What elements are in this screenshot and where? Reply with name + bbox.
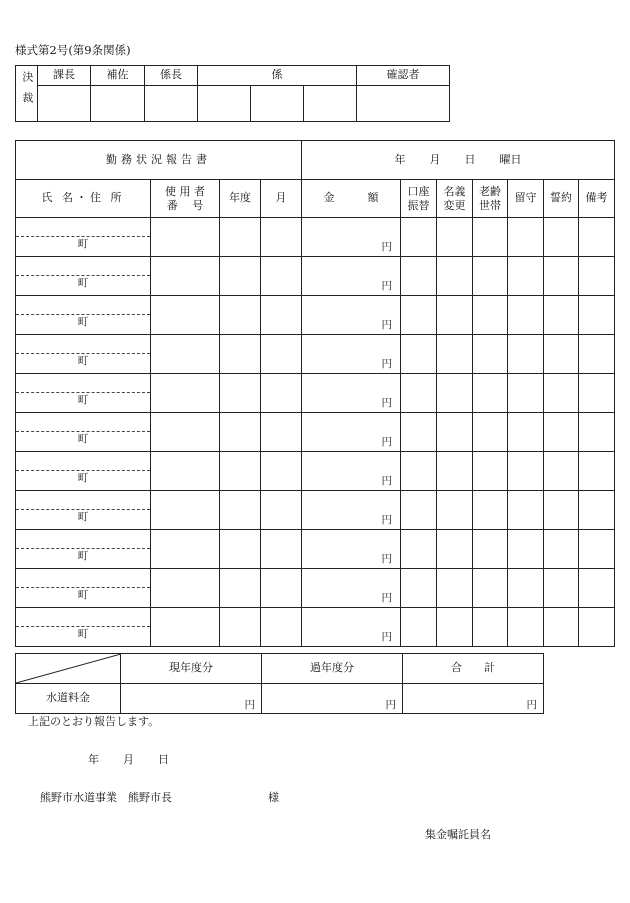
elderly-household-cell[interactable]	[473, 296, 508, 335]
pledge-cell[interactable]	[544, 374, 579, 413]
summary-table	[15, 653, 544, 714]
name-address-cell[interactable]	[16, 218, 151, 257]
yen-unit: 円	[381, 435, 392, 448]
name-address-cell[interactable]	[16, 257, 151, 296]
header-absent: 留守	[508, 180, 544, 218]
yen-unit: 円	[381, 591, 392, 604]
absent-cell[interactable]	[508, 296, 544, 335]
approval-table	[15, 65, 450, 122]
fiscal-year-cell[interactable]	[220, 374, 261, 413]
pledge-cell[interactable]	[544, 608, 579, 647]
town-label: 町	[77, 511, 89, 523]
name-change-cell[interactable]	[437, 257, 473, 296]
header-month: 月	[261, 180, 302, 218]
town-label: 町	[77, 550, 89, 562]
account-transfer-cell[interactable]	[401, 257, 437, 296]
header-elderly-household: 老齢 世帯	[473, 180, 508, 218]
name-change-cell[interactable]	[437, 296, 473, 335]
header-fiscal-year: 年度	[220, 180, 261, 218]
name-field[interactable]	[16, 452, 150, 471]
user-number-cell[interactable]	[151, 413, 220, 452]
approval-stamp-box[interactable]	[145, 86, 198, 122]
name-field[interactable]	[16, 296, 150, 315]
user-number-cell[interactable]	[151, 608, 220, 647]
summary-total-amount[interactable]	[403, 684, 544, 714]
absent-cell[interactable]	[508, 413, 544, 452]
user-number-cell[interactable]	[151, 257, 220, 296]
approval-header-subsection-chief: 係長	[145, 66, 198, 86]
absent-cell[interactable]	[508, 257, 544, 296]
header-account-transfer: 口座 振替	[401, 180, 437, 218]
elderly-household-cell[interactable]	[473, 335, 508, 374]
yen-unit: 円	[381, 513, 392, 526]
name-change-cell[interactable]	[437, 608, 473, 647]
approval-stamp-box[interactable]	[198, 86, 251, 122]
approval-header-assistant: 補佐	[91, 66, 145, 86]
yen-unit: 円	[381, 240, 392, 253]
diagonal-line	[16, 654, 121, 684]
elderly-household-cell[interactable]	[473, 257, 508, 296]
pledge-cell[interactable]	[544, 335, 579, 374]
header-pledge: 誓約	[544, 180, 579, 218]
pledge-cell[interactable]	[544, 452, 579, 491]
month-cell[interactable]	[261, 491, 302, 530]
approval-header-staff: 係	[198, 66, 357, 86]
month-cell[interactable]	[261, 452, 302, 491]
name-field[interactable]	[16, 491, 150, 510]
town-label: 町	[77, 316, 89, 328]
month-cell[interactable]	[261, 530, 302, 569]
report-row	[16, 413, 615, 452]
yen-unit: 円	[381, 396, 392, 409]
remarks-cell[interactable]	[579, 218, 615, 257]
summary-current-amount[interactable]	[121, 684, 262, 714]
remarks-cell[interactable]	[579, 296, 615, 335]
fiscal-year-cell[interactable]	[220, 413, 261, 452]
town-label: 町	[77, 589, 89, 601]
user-number-cell[interactable]	[151, 218, 220, 257]
elderly-household-cell[interactable]	[473, 374, 508, 413]
name-field[interactable]	[16, 413, 150, 432]
user-number-cell[interactable]	[151, 569, 220, 608]
name-field[interactable]	[16, 374, 150, 393]
town-label: 町	[77, 277, 89, 289]
form-number: 様式第2号(第9条関係)	[15, 43, 131, 57]
name-address-cell[interactable]	[16, 296, 151, 335]
elderly-household-cell[interactable]	[473, 218, 508, 257]
name-change-cell[interactable]	[437, 491, 473, 530]
month-cell[interactable]	[261, 257, 302, 296]
remarks-cell[interactable]	[579, 530, 615, 569]
month-cell[interactable]	[261, 218, 302, 257]
month-cell[interactable]	[261, 569, 302, 608]
yen-unit: 円	[244, 698, 255, 711]
remarks-cell[interactable]	[579, 335, 615, 374]
approval-stamp-box[interactable]	[304, 86, 357, 122]
elderly-household-cell[interactable]	[473, 569, 508, 608]
pledge-cell[interactable]	[544, 296, 579, 335]
month-cell[interactable]	[261, 374, 302, 413]
pledge-cell[interactable]	[544, 530, 579, 569]
amount-cell[interactable]	[302, 296, 401, 335]
approval-stamp-box[interactable]	[38, 86, 91, 122]
account-transfer-cell[interactable]	[401, 296, 437, 335]
footer-date[interactable]: 年 月 日	[88, 753, 169, 766]
amount-cell[interactable]	[302, 218, 401, 257]
report-row	[16, 569, 615, 608]
account-transfer-cell[interactable]	[401, 413, 437, 452]
user-number-cell[interactable]	[151, 491, 220, 530]
elderly-household-cell[interactable]	[473, 413, 508, 452]
name-change-cell[interactable]	[437, 452, 473, 491]
user-number-cell[interactable]	[151, 452, 220, 491]
fiscal-year-cell[interactable]	[220, 491, 261, 530]
name-change-cell[interactable]	[437, 335, 473, 374]
absent-cell[interactable]	[508, 218, 544, 257]
name-change-cell[interactable]	[437, 530, 473, 569]
approval-header-section-chief: 課長	[38, 66, 91, 86]
fiscal-year-cell[interactable]	[220, 569, 261, 608]
yen-unit: 円	[381, 357, 392, 370]
amount-cell[interactable]	[302, 413, 401, 452]
yen-unit: 円	[381, 318, 392, 331]
town-label: 町	[77, 472, 89, 484]
elderly-household-cell[interactable]	[473, 608, 508, 647]
approval-header-confirmer: 確認者	[357, 66, 450, 86]
elderly-household-cell[interactable]	[473, 530, 508, 569]
name-address-cell[interactable]	[16, 608, 151, 647]
pledge-cell[interactable]	[544, 413, 579, 452]
amount-cell[interactable]	[302, 335, 401, 374]
user-number-cell[interactable]	[151, 296, 220, 335]
header-user-number: 使 用 者 番 号	[151, 180, 220, 218]
town-label: 町	[77, 433, 89, 445]
pledge-cell[interactable]	[544, 257, 579, 296]
name-address-cell[interactable]	[16, 530, 151, 569]
summary-header-total: 合 計	[403, 654, 544, 684]
user-number-cell[interactable]	[151, 530, 220, 569]
yen-unit: 円	[385, 698, 396, 711]
user-number-cell[interactable]	[151, 374, 220, 413]
report-row	[16, 296, 615, 335]
absent-cell[interactable]	[508, 335, 544, 374]
summary-past-amount[interactable]	[262, 684, 403, 714]
report-row	[16, 374, 615, 413]
remarks-cell[interactable]	[579, 452, 615, 491]
approval-stamp-box[interactable]	[251, 86, 304, 122]
fiscal-year-cell[interactable]	[220, 257, 261, 296]
account-transfer-cell[interactable]	[401, 608, 437, 647]
header-remarks: 備考	[579, 180, 615, 218]
yen-unit: 円	[526, 698, 537, 711]
fiscal-year-cell[interactable]	[220, 530, 261, 569]
report-row	[16, 491, 615, 530]
summary-row-label: 水道料金	[16, 684, 121, 714]
report-rows	[16, 218, 615, 647]
amount-cell[interactable]	[302, 569, 401, 608]
account-transfer-cell[interactable]	[401, 530, 437, 569]
header-name-address: 氏 名・住 所	[16, 180, 151, 218]
fiscal-year-cell[interactable]	[220, 218, 261, 257]
report-date[interactable]: 年 月 日 曜日	[302, 141, 615, 180]
remarks-cell[interactable]	[579, 491, 615, 530]
remarks-cell[interactable]	[579, 569, 615, 608]
amount-cell[interactable]	[302, 608, 401, 647]
pledge-cell[interactable]	[544, 491, 579, 530]
name-address-cell[interactable]	[16, 569, 151, 608]
absent-cell[interactable]	[508, 374, 544, 413]
fiscal-year-cell[interactable]	[220, 608, 261, 647]
name-address-cell[interactable]	[16, 452, 151, 491]
name-field[interactable]	[16, 608, 150, 627]
account-transfer-cell[interactable]	[401, 491, 437, 530]
remarks-cell[interactable]	[579, 413, 615, 452]
pledge-cell[interactable]	[544, 569, 579, 608]
remarks-cell[interactable]	[579, 374, 615, 413]
name-field[interactable]	[16, 569, 150, 588]
summary-header-past: 過年度分	[262, 654, 403, 684]
summary-corner-cell	[16, 654, 121, 684]
month-cell[interactable]	[261, 608, 302, 647]
town-label: 町	[77, 628, 89, 640]
name-address-cell[interactable]	[16, 374, 151, 413]
fiscal-year-cell[interactable]	[220, 452, 261, 491]
name-field[interactable]	[16, 218, 150, 237]
absent-cell[interactable]	[508, 569, 544, 608]
yen-unit: 円	[381, 630, 392, 643]
collector-name-label: 集金嘱託員名	[425, 828, 491, 841]
town-label: 町	[77, 355, 89, 367]
approval-stamp-box[interactable]	[357, 86, 450, 122]
amount-cell[interactable]	[302, 374, 401, 413]
work-report-table	[15, 140, 615, 647]
name-change-cell[interactable]	[437, 374, 473, 413]
name-field[interactable]	[16, 530, 150, 549]
name-address-cell[interactable]	[16, 335, 151, 374]
remarks-cell[interactable]	[579, 257, 615, 296]
absent-cell[interactable]	[508, 452, 544, 491]
fiscal-year-cell[interactable]	[220, 335, 261, 374]
header-name-change: 名義 変更	[437, 180, 473, 218]
name-address-cell[interactable]	[16, 413, 151, 452]
amount-cell[interactable]	[302, 257, 401, 296]
report-title: 勤務状況報告書	[16, 141, 302, 180]
report-row	[16, 218, 615, 257]
amount-cell[interactable]	[302, 530, 401, 569]
name-change-cell[interactable]	[437, 413, 473, 452]
elderly-household-cell[interactable]	[473, 452, 508, 491]
name-change-cell[interactable]	[437, 569, 473, 608]
addressee: 熊野市水道事業 熊野市長 様	[40, 791, 279, 804]
yen-unit: 円	[381, 552, 392, 565]
report-row	[16, 452, 615, 491]
report-row	[16, 530, 615, 569]
account-transfer-cell[interactable]	[401, 374, 437, 413]
report-row	[16, 608, 615, 647]
approval-side-label: 決裁	[16, 66, 38, 122]
header-amount: 金 額	[302, 180, 401, 218]
account-transfer-cell[interactable]	[401, 452, 437, 491]
town-label: 町	[77, 238, 89, 250]
absent-cell[interactable]	[508, 491, 544, 530]
yen-unit: 円	[381, 474, 392, 487]
amount-cell[interactable]	[302, 491, 401, 530]
name-address-cell[interactable]	[16, 491, 151, 530]
month-cell[interactable]	[261, 335, 302, 374]
pledge-cell[interactable]	[544, 218, 579, 257]
account-transfer-cell[interactable]	[401, 569, 437, 608]
report-row	[16, 335, 615, 374]
name-field[interactable]	[16, 335, 150, 354]
report-statement: 上記のとおり報告します。	[28, 715, 160, 728]
fiscal-year-cell[interactable]	[220, 296, 261, 335]
approval-stamp-box[interactable]	[91, 86, 145, 122]
account-transfer-cell[interactable]	[401, 218, 437, 257]
yen-unit: 円	[381, 279, 392, 292]
month-cell[interactable]	[261, 413, 302, 452]
user-number-cell[interactable]	[151, 335, 220, 374]
month-cell[interactable]	[261, 296, 302, 335]
account-transfer-cell[interactable]	[401, 335, 437, 374]
absent-cell[interactable]	[508, 608, 544, 647]
amount-cell[interactable]	[302, 452, 401, 491]
remarks-cell[interactable]	[579, 608, 615, 647]
elderly-household-cell[interactable]	[473, 491, 508, 530]
name-field[interactable]	[16, 257, 150, 276]
absent-cell[interactable]	[508, 530, 544, 569]
summary-header-current: 現年度分	[121, 654, 262, 684]
name-change-cell[interactable]	[437, 218, 473, 257]
town-label: 町	[77, 394, 89, 406]
report-row	[16, 257, 615, 296]
